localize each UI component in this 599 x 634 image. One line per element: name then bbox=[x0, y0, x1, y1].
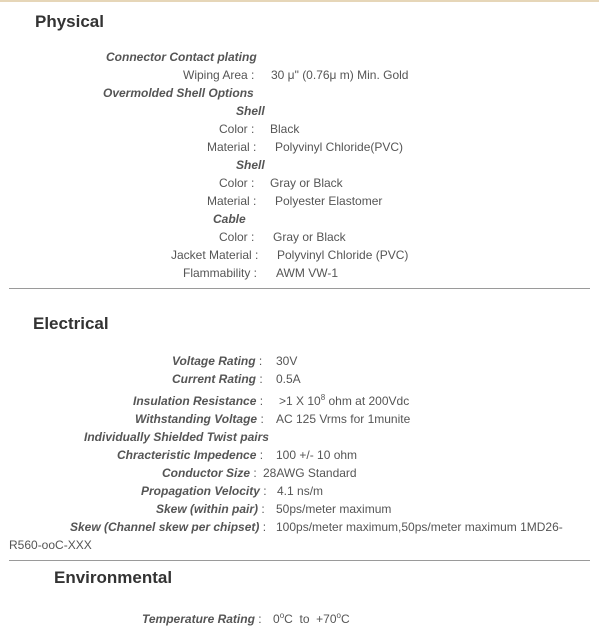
temperature-value bbox=[273, 612, 350, 626]
skew-channel-value-cont: R560-ooC-XXX bbox=[9, 538, 92, 552]
contact-plating-heading: Connector Contact plating bbox=[106, 50, 257, 64]
propagation-value: 4.1 ns/m bbox=[277, 484, 324, 498]
shell1-material-label: Material : bbox=[207, 140, 257, 154]
top-border bbox=[0, 0, 599, 2]
flammability-label: Flammability : bbox=[183, 266, 258, 280]
voltage-value: 30V bbox=[276, 354, 298, 368]
skew-channel-row bbox=[70, 520, 266, 534]
temperature-row bbox=[142, 612, 262, 626]
colon: : bbox=[259, 394, 264, 408]
flammability-value: AWM VW-1 bbox=[276, 266, 338, 280]
insulation-row bbox=[133, 394, 263, 408]
divider bbox=[9, 288, 590, 289]
colon: : bbox=[262, 520, 267, 534]
colon: : bbox=[260, 412, 264, 426]
withstand-row bbox=[135, 412, 264, 426]
propagation-row bbox=[141, 484, 267, 498]
current-label: Current Rating bbox=[172, 372, 256, 386]
skew-channel-label: Skew (Channel skew per chipset) bbox=[70, 520, 260, 534]
skew-channel-value: 100ps/meter maximum,50ps/meter maximum 1MD26- bbox=[276, 520, 563, 534]
cable-color-label: Color : bbox=[219, 230, 255, 244]
insulation-base: >1 X 10 bbox=[279, 394, 321, 408]
colon: : bbox=[253, 466, 257, 480]
degree-symbol: o bbox=[336, 611, 341, 620]
impedance-row bbox=[117, 448, 263, 462]
shell2-color-value: Gray or Black bbox=[270, 176, 343, 190]
temp-low: 0 bbox=[273, 612, 280, 626]
current-row bbox=[172, 372, 263, 386]
environmental-heading: Environmental bbox=[54, 568, 173, 587]
wiping-area-value: 30 μ" (0.76μ m) Min. Gold bbox=[271, 68, 409, 82]
temperature-label: Temperature Rating bbox=[142, 612, 255, 626]
cable-heading: Cable bbox=[213, 212, 246, 226]
shell1-material-value: Polyvinyl Chloride(PVC) bbox=[275, 140, 404, 154]
shell-heading-1: Shell bbox=[236, 104, 265, 118]
temp-to: to bbox=[299, 612, 310, 626]
impedance-label: Chracteristic Impedence bbox=[117, 448, 257, 462]
withstand-label: Withstanding Voltage bbox=[135, 412, 258, 426]
insulation-unit: ohm at 200Vdc bbox=[325, 394, 410, 408]
cable-color-value: Gray or Black bbox=[273, 230, 346, 244]
propagation-label: Propagation Velocity bbox=[141, 484, 260, 498]
shielded-heading: Individually Shielded Twist pairs bbox=[84, 430, 269, 444]
impedance-value: 100 +/- 10 ohm bbox=[276, 448, 358, 462]
colon: : bbox=[261, 502, 265, 516]
colon: : bbox=[258, 354, 263, 368]
colon: : bbox=[259, 448, 264, 462]
colon: : bbox=[263, 484, 267, 498]
jacket-material-value: Polyvinyl Chloride (PVC) bbox=[277, 248, 409, 262]
conductor-row bbox=[162, 466, 257, 480]
insulation-exponent: 8 bbox=[320, 393, 326, 402]
overmolded-heading: Overmolded Shell Options bbox=[103, 86, 254, 100]
physical-heading: Physical bbox=[35, 12, 104, 31]
divider bbox=[9, 560, 590, 561]
electrical-heading: Electrical bbox=[33, 314, 109, 333]
celsius-unit: C bbox=[284, 612, 293, 626]
voltage-row bbox=[172, 354, 262, 368]
skew-row bbox=[156, 502, 265, 516]
skew-value: 50ps/meter maximum bbox=[276, 502, 392, 516]
conductor-value: 28AWG Standard bbox=[263, 466, 357, 480]
conductor-label: Conductor Size bbox=[162, 466, 251, 480]
colon: : bbox=[259, 372, 263, 386]
wiping-area-label: Wiping Area : bbox=[183, 68, 255, 82]
shell1-color-label: Color : bbox=[219, 122, 255, 136]
shell1-color-value: Black bbox=[270, 122, 300, 136]
current-value: 0.5A bbox=[276, 372, 301, 386]
shell-heading-2: Shell bbox=[236, 158, 265, 172]
shell2-material-value: Polyester Elastomer bbox=[275, 194, 383, 208]
celsius-unit: C bbox=[340, 612, 350, 626]
withstand-value: AC 125 Vrms for 1munite bbox=[276, 412, 411, 426]
voltage-label: Voltage Rating bbox=[172, 354, 256, 368]
jacket-material-label: Jacket Material : bbox=[171, 248, 259, 262]
colon: : bbox=[258, 612, 262, 626]
insulation-label: Insulation Resistance bbox=[133, 394, 257, 408]
degree-symbol: o bbox=[279, 611, 285, 620]
insulation-value bbox=[279, 394, 409, 408]
skew-label: Skew (within pair) bbox=[156, 502, 259, 516]
shell2-color-label: Color : bbox=[219, 176, 255, 190]
temp-high: +70 bbox=[316, 612, 337, 626]
shell2-material-label: Material : bbox=[207, 194, 257, 208]
